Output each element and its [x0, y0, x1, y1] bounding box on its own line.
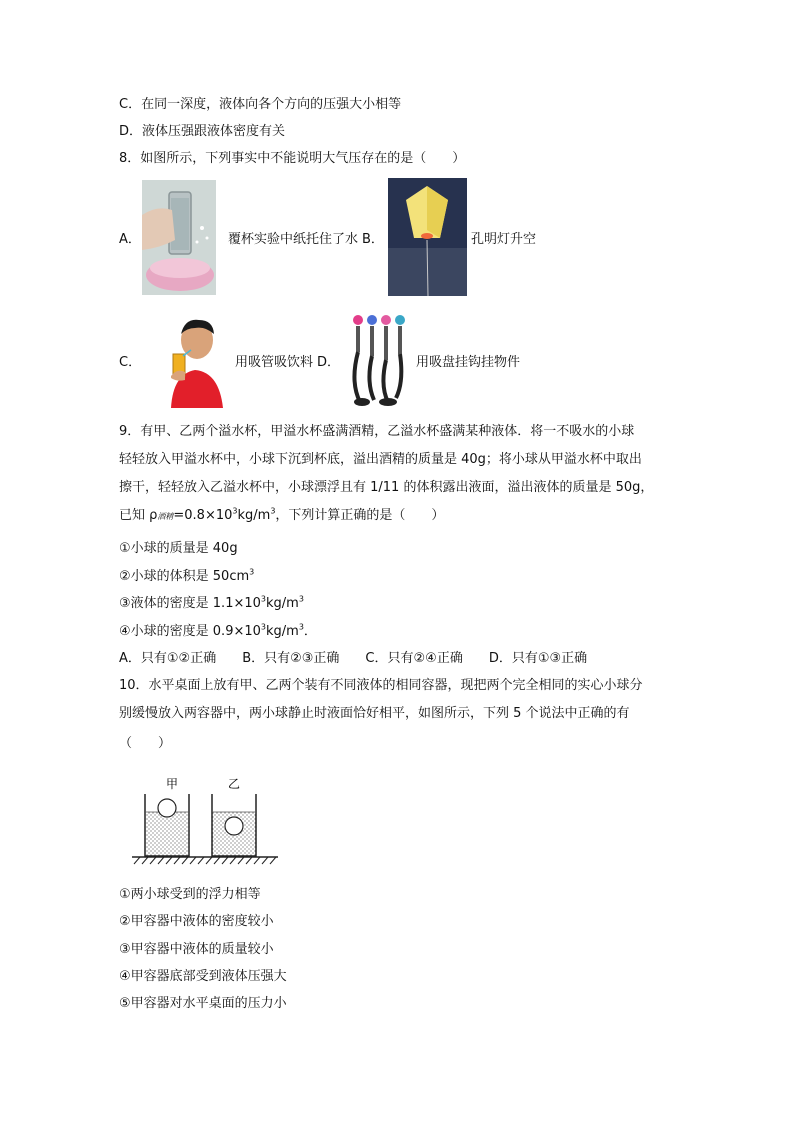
q8-option-row-cd [119, 312, 520, 408]
q9-s4-text: ④小球的密度是 0.9×10 [119, 624, 261, 639]
q9-s3-exp: 3 [260, 594, 266, 604]
q10-line-2: 别缓慢放入两容器中，两小球静止时液面恰好相平，如图所示，下列 5 个说法中正确的有 [119, 706, 630, 721]
q9-s3-text: ③液体的密度是 1.1×10 [119, 596, 261, 611]
cup-experiment-illustration [142, 180, 216, 295]
cup-experiment-image [142, 180, 216, 295]
q9-s4-tail: ． [303, 624, 317, 639]
table-hatching [134, 857, 276, 864]
q9-s2-exp: 3 [249, 567, 255, 577]
q9-density-eq: =0.8×10 [173, 508, 233, 523]
suction-hooks-illustration [346, 312, 408, 408]
q8-option-a-label: A． [119, 231, 141, 247]
q10-statement-2: ②甲容器中液体的密度较小 [119, 914, 274, 929]
q9-line-4 [119, 506, 444, 527]
container-jia-liquid [145, 812, 189, 856]
suction-hook-image [346, 312, 408, 408]
q9-line-2: 轻轻放入甲溢水杯中，小球下沉到杯底，溢出酒精的质量是 40g；将小球从甲溢水杯中取出 [119, 452, 642, 467]
q9-statement-4 [119, 622, 317, 642]
sky-lantern-image [388, 178, 467, 296]
q9-line4-tail: ，下列计算正确的是（ ） [275, 508, 445, 523]
q8-option-c-text: 用吸管吸饮料 [235, 354, 314, 370]
q7-option-d: D．液体压强跟液体密度有关 [119, 124, 286, 139]
q8-option-b-text: 孔明灯升空 [470, 231, 536, 247]
q9-s4-unit: kg/m [266, 624, 299, 639]
q10-statement-3: ③甲容器中液体的质量较小 [119, 942, 274, 957]
q7-option-c: C．在同一深度，液体向各个方向的压强大小相等 [119, 97, 402, 112]
q8-option-c-label: C． [119, 354, 142, 370]
q8-option-row-ab [119, 178, 536, 296]
q10-containers-diagram [130, 774, 280, 869]
q8-option-d-label: D． [317, 354, 341, 370]
q8-option-d-text: 用吸盘挂钩挂物件 [416, 354, 521, 370]
q9-density-exp: 3 [232, 506, 238, 516]
q9-density-unit: kg/m [237, 508, 271, 523]
q9-rho-subscript: 酒精 [157, 512, 174, 521]
container-yi-label: 乙 [228, 777, 241, 791]
q8-stem: 8．如图所示，下列事实中不能说明大气压存在的是（ ） [119, 151, 466, 166]
straw-drinking-image [165, 312, 227, 408]
q9-s3-unit: kg/m [266, 596, 299, 611]
q9-s4-unit-exp: 3 [298, 622, 304, 632]
q9-statement-2 [119, 567, 254, 587]
q9-line-3: 擦干，轻轻放入乙溢水杯中，小球漂浮且有 1/11 的体积露出液面，溢出液体的质量是 50g， [119, 480, 654, 495]
boy-drinking-illustration [165, 312, 227, 408]
q9-known-prefix: 已知 ρ [119, 508, 158, 523]
ball-yi [225, 817, 243, 835]
q10-line-3: （ ） [119, 736, 172, 751]
q9-choices: A．只有①②正确 B．只有②③正确 C．只有②④正确 D．只有①③正确 [119, 651, 588, 666]
q9-line-1: 9．有甲、乙两个溢水杯，甲溢水杯盛满酒精，乙溢水杯盛满某种液体．将一不吸水的小球 [119, 424, 635, 439]
q9-density-unit-exp: 3 [270, 506, 276, 516]
q9-s2-text: ②小球的体积是 50cm [119, 569, 250, 584]
ball-jia [158, 799, 176, 817]
q8-option-a-text: 覆杯实验中纸托住了水 [228, 231, 359, 247]
q10-statement-4: ④甲容器底部受到液体压强大 [119, 969, 287, 984]
q9-s3-unit-exp: 3 [298, 594, 304, 604]
q9-statement-3 [119, 594, 304, 614]
q10-statement-5: ⑤甲容器对水平桌面的压力小 [119, 996, 287, 1011]
container-jia-label: 甲 [166, 777, 179, 791]
q9-s4-exp: 3 [260, 622, 266, 632]
q9-statement-1: ①小球的质量是 40g [119, 541, 238, 556]
q10-statement-1: ①两小球受到的浮力相等 [119, 887, 261, 902]
q8-option-b-label: B． [362, 231, 384, 247]
q10-line-1: 10．水平桌面上放有甲、乙两个装有不同液体的相同容器，现把两个完全相同的实心小球分 [119, 678, 643, 693]
sky-lantern-illustration [388, 178, 467, 296]
